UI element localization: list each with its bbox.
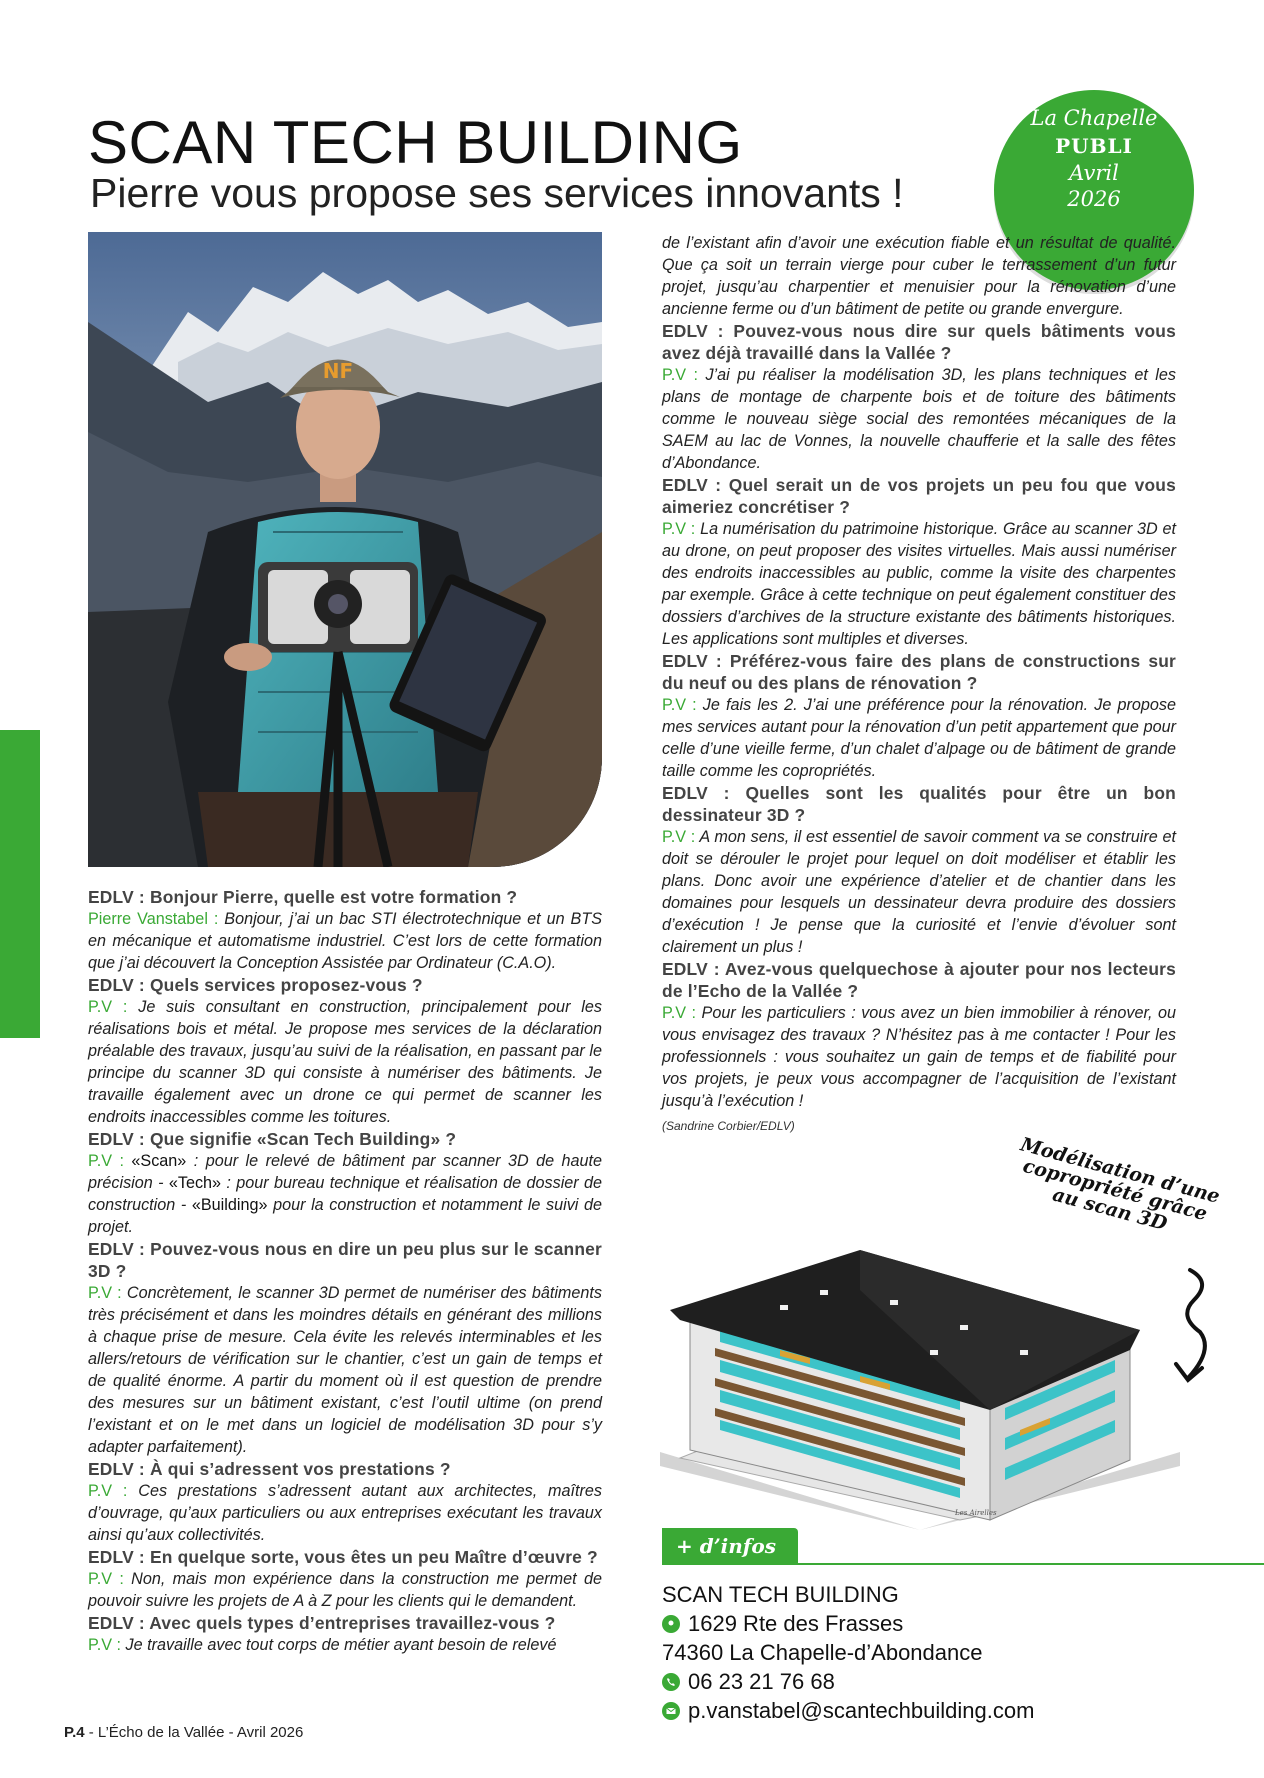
answer-services: P.V : Je suis consultant en construction, principalement pour les réalisations bois et métal. Je propose mes services de la déclaration préalable des travaux, jusqu’au suivi de la réalisation, en passant par le principe du scanner 3D qui consiste à numériser des bâtiments. Je travaille également avec un drone ce qui permet de scanner les endroits inaccessibles comme les toitures. <box>88 998 603 1126</box>
interview-column-left <box>88 886 602 1656</box>
article-credit: (Sandrine Corbier/EDLV) <box>662 1119 795 1133</box>
question-scanner: EDLV : Pouvez-vous nous en dire un peu plus sur le scanner 3D ? <box>88 1239 602 1281</box>
footer-publication: - L’Écho de la Vallée - Avril 2026 <box>84 1724 304 1741</box>
answer-name-meaning: P.V : «Scan» : pour le relevé de bâtiment par scanner 3D de haute précision - «Tech» : pour bureau technique et réalisation de dossier de construction - «Building» pour la construction et notamment le suivi de projet. <box>88 1152 603 1236</box>
email-line[interactable]: p.vanstabel@scantechbuilding.com <box>662 1696 1034 1725</box>
more-info-tag: + d’infos <box>662 1528 798 1564</box>
answer-buildings: P.V : J’ai pu réaliser la modélisation 3D, les plans techniques et les plans de montage de charpente bois et de toiture des bâtiments comme le nouveau siège social des remontées mécaniques de la SAEM au lac de Vonnes, la nouvelle chaufferie et la salle des fêtes d’Abondance. <box>662 366 1176 472</box>
question-dream-project: EDLV : Quel serait un de vos projets un peu fou que vous aimeriez concrétiser ? <box>662 475 1176 517</box>
question-name-meaning: EDLV : Que signifie «Scan Tech Building» ? <box>88 1129 457 1149</box>
contact-block <box>662 1580 1034 1725</box>
answer-scanner: P.V : Concrètement, le scanner 3D permet de numériser des bâtiments très précisément et dans les moindres détails en générant des millions à chaque prise de mesure. Cela évite les relevés interminables et les allers/retours de vérification sur le chantier, c’est un gain de temps et de qualité énorme. A partir du moment où il est question de prendre des mesures sur un bâtiment existant, c’est l’outil ultime (on prend l’existant et on le met dans un logiciel de modélisation 3D pour s’y adapter parfaitement). <box>88 1284 602 1456</box>
question-formation: EDLV : Bonjour Pierre, quelle est votre formation ? <box>88 887 518 907</box>
answer-companies-start: P.V : Je travaille avec tout corps de métier ayant besoin de relevé <box>88 1636 557 1654</box>
email-icon <box>662 1702 680 1720</box>
illustration-callout: Modélisation d’une copropriété grâce au scan 3D <box>1018 1133 1223 1236</box>
article-subtitle: Pierre vous propose ses services innovants ! <box>90 170 904 216</box>
page-footer <box>64 1724 303 1741</box>
building-3d-model <box>660 1230 1180 1530</box>
question-services: EDLV : Quels services proposez-vous ? <box>88 975 423 995</box>
interview-column-right <box>662 232 1176 1137</box>
cap-logo: NF <box>322 359 354 383</box>
location-pin-icon <box>662 1615 680 1633</box>
article-title: SCAN TECH BUILDING <box>88 109 743 176</box>
company-name: SCAN TECH BUILDING <box>662 1582 899 1607</box>
answer-qualities: P.V : A mon sens, il est essentiel de savoir comment va se construire et doit se dérouler le projet pour lequel on doit modéliser et établir les plans. Donc avoir une expérience d’atelier et de chantier dans les domaines pour lesquels un dessinateur devra produire des dossiers d’exécution ! Je pense que la curiosité et l’envie d’évoluer sont clairement un plus ! <box>662 828 1177 956</box>
question-buildings: EDLV : Pouvez-vous nous dire sur quels bâtiments vous avez déjà travaillé dans la Vallée ? <box>662 321 1176 363</box>
address-line-2: 74360 La Chapelle-d’Abondance <box>662 1640 983 1665</box>
answer-companies-end: de l’existant afin d’avoir une exécution fiable et un résultat de qualité. Que ça soit un terrain vierge pour cuber le terrassement d’un futur projet, jusqu’au charpentier et menuisier pour la rénovation d’une ancienne ferme ou d’un bâtiment de petite ou grande envergure. <box>662 234 1176 318</box>
answer-dream-project: P.V : La numérisation du patrimoine historique. Grâce au scanner 3D et au drone, on peut proposer des visites virtuelles. Mais aussi numériser des endroits inaccessibles au public, comme la visite des charpentes par exemple. Grâce à cette technique on peut également constituer des dossiers d’archives de la structure existante des bâtiments historiques. Les applications sont multiples et diverses. <box>662 520 1177 648</box>
answer-new-or-renovation: P.V : Je fais les 2. J’ai une préférence pour la rénovation. Je propose mes services autant pour la rénovation d’un petit appartement que pour celle d’une vieille ferme, d’un chalet d’alpage ou de bâtiment de grande taille comme les copropriétés. <box>662 696 1177 780</box>
answer-maitre-oeuvre: P.V : Non, mais mon expérience dans la construction me permet de pouvoir suivre les projets de A à Z pour les clients qui le demandent. <box>88 1570 602 1610</box>
question-audience: EDLV : À qui s’adressent vos prestations ? <box>88 1459 451 1479</box>
answer-formation: Pierre Vanstabel : Bonjour, j’ai un bac STI électrotechnique et un BTS en mécanique et automatisme industriel. C’est lors de cette formation que j’ai découvert la Conception Assistée par Ordinateur (C.A.O). <box>88 910 603 972</box>
portrait-photo-illustration <box>88 232 602 867</box>
address-line-1: 1629 Rte des Frasses <box>662 1609 1034 1638</box>
badge-publi: PUBLI <box>1055 134 1133 158</box>
side-accent-bar <box>0 730 40 1038</box>
badge-location: La Chapelle <box>1030 106 1158 130</box>
phone-line[interactable]: 06 23 21 76 68 <box>662 1667 1034 1696</box>
info-divider <box>662 1563 1264 1565</box>
phone-icon <box>662 1673 680 1691</box>
question-qualities: EDLV : Quelles sont les qualités pour être un bon dessinateur 3D ? <box>662 783 1176 825</box>
badge-year: 2026 <box>1067 187 1121 211</box>
portrait-photo <box>88 232 602 867</box>
question-companies: EDLV : Avec quels types d’entreprises travaillez-vous ? <box>88 1613 556 1633</box>
question-maitre-oeuvre: EDLV : En quelque sorte, vous êtes un peu Maître d’œuvre ? <box>88 1547 598 1567</box>
question-new-or-renovation: EDLV : Préférez-vous faire des plans de constructions sur du neuf ou des plans de rénovation ? <box>662 651 1176 693</box>
badge-month: Avril <box>1069 161 1119 185</box>
building-sign: Les Airelles <box>955 1509 997 1517</box>
answer-audience: P.V : Ces prestations s’adressent autant aux architectes, maîtres d’ouvrage, qu’aux particuliers ou aux entreprises exécutant les travaux ainsi qu’aux collectivités. <box>88 1482 603 1544</box>
answer-anything-else: P.V : Pour les particuliers : vous avez un bien immobilier à rénover, ou vous envisagez des travaux ? N’hésitez pas à me contacter ! Pour les professionnels : vous souhaitez un gain de temps et de fiabilité pour vos projets, je peux vous accompagner de l’acquisition de l’existant jusqu’à l’exécution ! <box>662 1004 1177 1110</box>
question-anything-else: EDLV : Avez-vous quelquechose à ajouter pour nos lecteurs de l’Echo de la Vallée ? <box>662 959 1176 1001</box>
page-number: P.4 <box>64 1724 85 1741</box>
